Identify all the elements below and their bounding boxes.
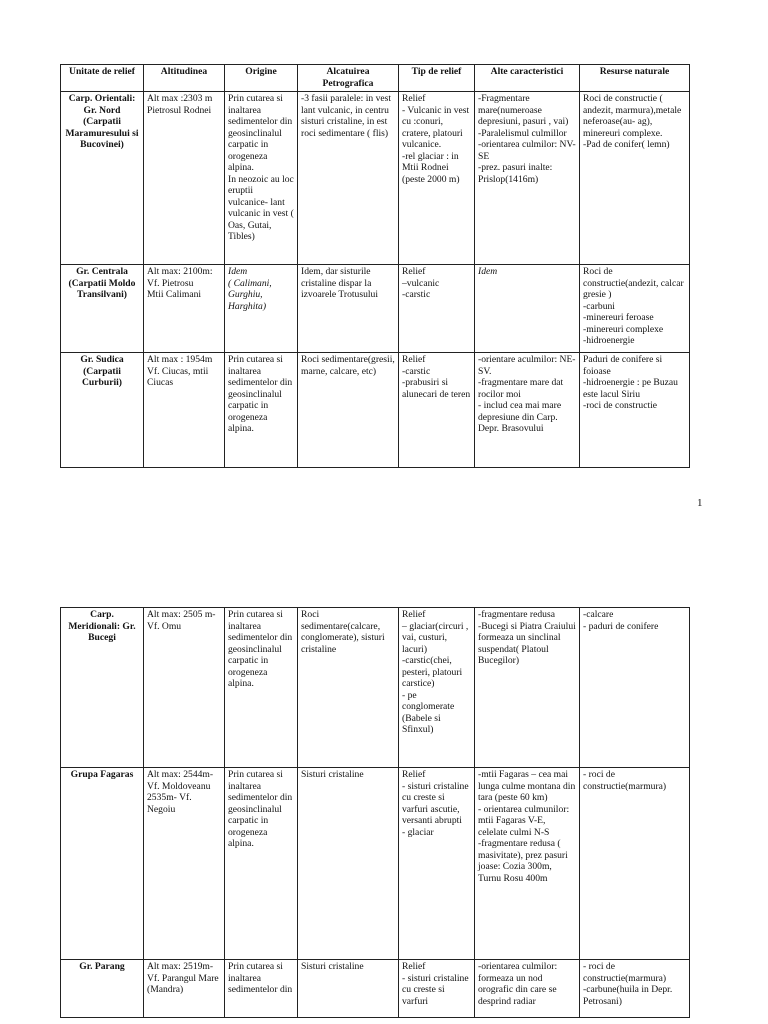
page-number: 1 bbox=[697, 497, 703, 509]
table-row bbox=[61, 92, 690, 265]
cell-unit: Carp. Meridionali: Gr. Bucegi bbox=[61, 608, 144, 768]
header-unit: Unitate de relief bbox=[61, 65, 144, 92]
table-row bbox=[61, 608, 690, 768]
cell-relief-type: Relief –vulcanic -carstic bbox=[399, 265, 475, 353]
cell-altitude: Alt max: 2100m: Vf. Pietrosu Mtii Calimani bbox=[144, 265, 225, 353]
table-row bbox=[61, 768, 690, 960]
cell-altitude: Alt max :2303 m Pietrosul Rodnei bbox=[144, 92, 225, 265]
cell-relief-type: Relief - sisturi cristaline cu creste si varfuri bbox=[399, 960, 475, 1018]
cell-origin: Prin cutarea si inaltarea sedimentelor din geosinclinalul carpatic in orogeneza alpina. In neozoic au loc eruptii vulcanice- lant vulcanic in vest ( Oas, Gutai, Tibles) bbox=[225, 92, 298, 265]
cell-relief-type: Relief – glaciar(circuri , vai, custuri, lacuri) -carstic(chei, pesteri, platouri carstice) - pe conglomerate (Babele si Sfinxul) bbox=[399, 608, 475, 768]
cell-altitude: Alt max : 1954m Vf. Ciucas, mtii Ciucas bbox=[144, 353, 225, 468]
header-altitude: Altitudinea bbox=[144, 65, 225, 92]
cell-origin: Idem ( Calimani, Gurghiu, Harghita) bbox=[225, 265, 298, 353]
cell-other-features: Idem bbox=[475, 265, 580, 353]
cell-other-features: -orientarea culmilor: formeaza un nod orografic din care se desprind radiar bbox=[475, 960, 580, 1018]
cell-origin: Prin cutarea si inaltarea sedimentelor din bbox=[225, 960, 298, 1018]
header-relief-type: Tip de relief bbox=[399, 65, 475, 92]
cell-petrography: -3 fasii paralele: in vest lant vulcanic, in centru sisturi cristaline, in est roci sedimentare ( flis) bbox=[298, 92, 399, 265]
cell-resources: Roci de constructie ( andezit, marmura),metale neferoase(au- ag), minereuri complexe. -Pad de conifer( lemn) bbox=[580, 92, 690, 265]
cell-other-features: -Fragmentare mare(numeroase depresiuni, pasuri , vai) -Paralelismul culmillor -orientarea culmilor: NV- SE -prez. pasuri inalte: Prislop(1416m) bbox=[475, 92, 580, 265]
cell-petrography: Roci sedimentare(gresii, marne, calcare, etc) bbox=[298, 353, 399, 468]
cell-origin: Prin cutarea si inaltarea sedimentelor din geosinclinalul carpatic in orogeneza alpina. bbox=[225, 608, 298, 768]
table-row bbox=[61, 353, 690, 468]
header-petrography: Alcatuirea Petrografica bbox=[298, 65, 399, 92]
cell-altitude: Alt max: 2544m- Vf. Moldoveanu 2535m- Vf. Negoiu bbox=[144, 768, 225, 960]
cell-unit: Gr. Centrala (Carpatii Moldo Transilvani) bbox=[61, 265, 144, 353]
cell-resources: -calcare - paduri de conifere bbox=[580, 608, 690, 768]
cell-other-features: -mtii Fagaras – cea mai lunga culme montana din tara (peste 60 km) - orientarea culmunilor: mtii Fagaras V-E, celelate culmi N-S -fragmentare redusa ( masivitate), prez pasuri joase: Cozia 300m, Turnu Rosu 400m bbox=[475, 768, 580, 960]
cell-altitude: Alt max: 2519m- Vf. Parangul Mare (Mandra) bbox=[144, 960, 225, 1018]
table-row bbox=[61, 265, 690, 353]
cell-relief-type: Relief - Vulcanic in vest cu :conuri, cratere, platouri vulcanice. -rel glaciar : in Mtii Rodnei (peste 2000 m) bbox=[399, 92, 475, 265]
cell-petrography: Roci sedimentare(calcare, conglomerate), sisturi cristaline bbox=[298, 608, 399, 768]
cell-altitude: Alt max: 2505 m-Vf. Omu bbox=[144, 608, 225, 768]
cell-origin: Prin cutarea si inaltarea sedimentelor din geosinclinalul carpatic in orogeneza alpina. bbox=[225, 768, 298, 960]
cell-petrography: Sisturi cristaline bbox=[298, 768, 399, 960]
cell-resources: Roci de constructie(andezit, calcar gresie ) -carbuni -minereuri feroase -minereuri complexe -hidroenergie bbox=[580, 265, 690, 353]
cell-unit: Gr. Sudica (Carpatii Curburii) bbox=[61, 353, 144, 468]
header-resources: Resurse naturale bbox=[580, 65, 690, 92]
table-header-row bbox=[61, 65, 690, 92]
cell-resources: Paduri de conifere si foioase -hidroenergie : pe Buzau este lacul Siriu -roci de constructie bbox=[580, 353, 690, 468]
cell-unit: Carp. Orientali: Gr. Nord (Carpatii Maramuresului si Bucovinei) bbox=[61, 92, 144, 265]
cell-petrography: Idem, dar sisturile cristaline dispar la izvoarele Trotusului bbox=[298, 265, 399, 353]
header-origin: Origine bbox=[225, 65, 298, 92]
cell-unit: Gr. Parang bbox=[61, 960, 144, 1018]
table-row bbox=[61, 960, 690, 1018]
cell-other-features: -orientare aculmilor: NE-SV. -fragmentare mare dat rocilor moi - includ cea mai mare depresiune din Carp. Depr. Brasovului bbox=[475, 353, 580, 468]
relief-table-page-1 bbox=[60, 64, 690, 468]
cell-resources: - roci de constructie(marmura) bbox=[580, 768, 690, 960]
cell-petrography: Sisturi cristaline bbox=[298, 960, 399, 1018]
cell-other-features: -fragmentare redusa -Bucegi si Piatra Craiului formeaza un sinclinal suspendat( Platoul Bucegilor) bbox=[475, 608, 580, 768]
header-other-features: Alte caracteristici bbox=[475, 65, 580, 92]
relief-table-page-2 bbox=[60, 607, 690, 1018]
cell-resources: - roci de constructie(marmura) -carbune(huila in Depr. Petrosani) bbox=[580, 960, 690, 1018]
cell-unit: Grupa Fagaras bbox=[61, 768, 144, 960]
cell-origin: Prin cutarea si inaltarea sedimentelor din geosinclinalul carpatic in orogeneza alpina. bbox=[225, 353, 298, 468]
cell-relief-type: Relief - sisturi cristaline cu creste si varfuri ascutie, versanti abrupti - glaciar bbox=[399, 768, 475, 960]
cell-relief-type: Relief -carstic -prabusiri si alunecari de teren bbox=[399, 353, 475, 468]
